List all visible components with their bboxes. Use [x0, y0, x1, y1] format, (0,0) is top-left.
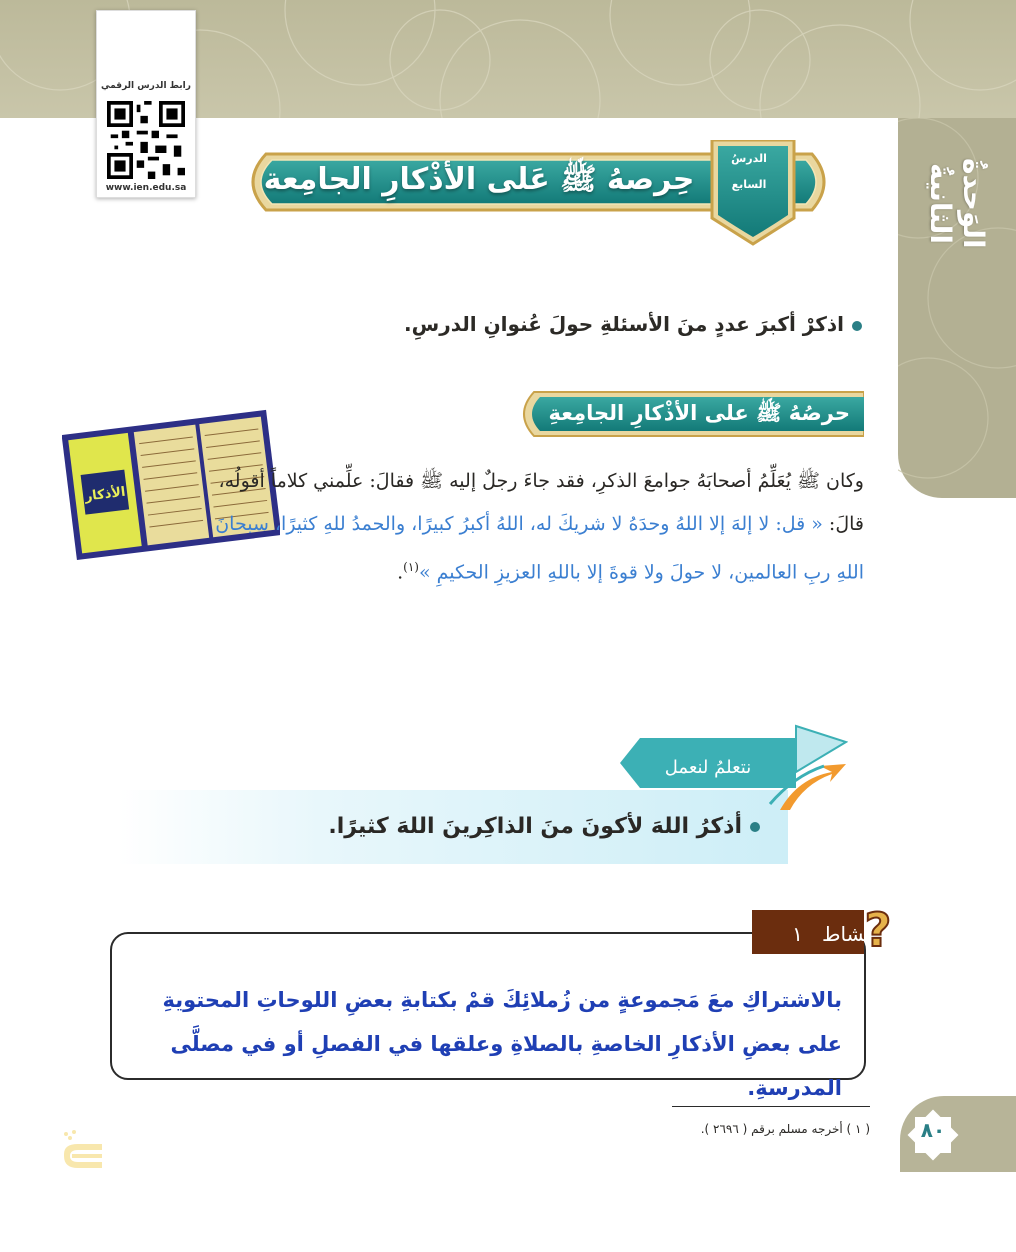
activity-text: بالاشتراكِ معَ مَجموعةٍ من زُملائِكَ قمْ بكتابةِ بعضِ اللوحاتِ المحتويةِ على بعضِ الأذكارِ الخاصةِ بالصلاةِ وعلقها في الفصلِ أو في مصلَّى المدرسةِ. — [162, 988, 842, 1100]
activity-title: نشاط — [822, 922, 870, 946]
qr-url[interactable]: www.ien.edu.sa — [105, 183, 187, 193]
learn-statement-text: أذكرُ اللهَ لأكونَ منَ الذاكِرينَ اللهَ كثيرًا. — [328, 814, 742, 839]
qr-label: رابط الدرس الرقمي — [101, 81, 191, 91]
lesson-body — [214, 460, 864, 594]
lesson-badge-label: الدرسُ — [731, 152, 767, 165]
learn-bullet-icon — [750, 822, 760, 832]
learn-statement — [140, 814, 760, 839]
intro-question — [300, 312, 862, 336]
body-lead: وكان ﷺ يُعَلِّمُ أصحابَهُ جوامعَ الذكرِ، فقد جاءَ رجلٌ إليه ﷺ فقالَ: علِّمني كلاماً أقولُه، قالَ: — [218, 470, 864, 535]
question-mark-icon: ? — [864, 903, 892, 957]
footnote-ref[interactable]: (١) — [403, 560, 419, 574]
body-end: . — [397, 561, 404, 584]
lesson-title: حِرصهُ ﷺ عَلى الأذْكارِ الجامِعة — [263, 162, 695, 197]
intro-question-text: اذكرْ أكبرَ عددٍ منَ الأسئلةِ حولَ عُنوانِ الدرسِ. — [404, 312, 844, 336]
footnote: ( ١ ) أخرجه مسلم برقم ( ٢٦٩٦ ). — [700, 1122, 870, 1136]
activity-number: ١ — [792, 922, 803, 946]
qr-card[interactable] — [96, 10, 196, 198]
bullet-dot-icon — [852, 321, 862, 331]
lesson-badge-number: السابع — [731, 178, 767, 191]
unit-title: الوَحدةُ الثانيةُ — [924, 157, 990, 249]
book-cover-title: الأذكار — [84, 484, 127, 505]
learn-label: نتعلمُ لنعمل — [664, 757, 752, 778]
footnote-divider — [672, 1106, 870, 1107]
hadith-quote: « قل: لا إلهَ إلا اللهُ وحدَهُ لا شريكَ له، اللهُ أكبرُ كبيرًا، والحمدُ للهِ كثيرًا، سبحانَ اللهِ ربِ العالمين، لا حولَ ولا قوةَ إلا باللهِ العزيزِ الحكيمِ » — [215, 513, 864, 584]
activity-label — [770, 916, 870, 952]
page-number: ٨٠ — [920, 1118, 946, 1142]
publisher-logo-icon — [58, 1128, 110, 1182]
section-heading: حرصُهُ ﷺ على الأذْكارِ الجامِعةِ — [548, 401, 850, 425]
lesson-badge — [722, 146, 776, 198]
qr-code-icon[interactable] — [107, 101, 185, 179]
